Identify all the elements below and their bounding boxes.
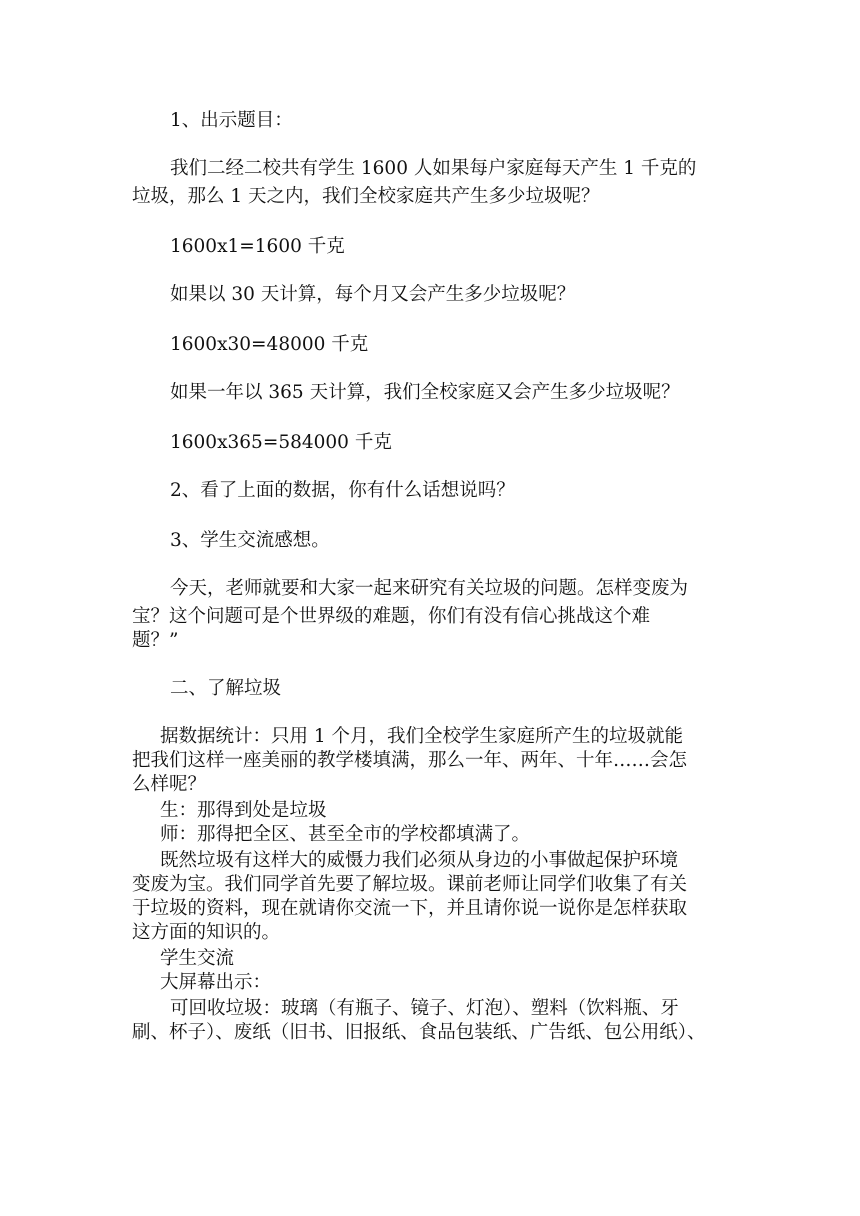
- step-1-heading: 1、出示题目：: [170, 110, 293, 131]
- calc-line-1day: 1600x1=1600 千克: [170, 236, 345, 257]
- teacher-reply: 师：那得把全区、甚至全市的学校都填满了。: [160, 824, 531, 845]
- teacher-paragraph-line: 题？”: [132, 630, 179, 651]
- calc-line-365days: 1600x365=584000 千克: [170, 432, 392, 453]
- statistics-paragraph-line: 把我们这样一座美丽的教学楼填满，那么一年、两年、十年……会怎: [132, 750, 688, 771]
- problem-paragraph-line: 我们二经二校共有学生 1600 人如果每户家庭每天产生 1 千克的: [170, 158, 697, 179]
- awareness-paragraph-line: 这方面的知识的。: [132, 922, 281, 943]
- question-365-days: 如果一年以 365 天计算，我们全校家庭又会产生多少垃圾呢？: [170, 382, 680, 403]
- calc-line-30days: 1600x30=48000 千克: [170, 334, 369, 355]
- awareness-paragraph-line: 变废为宝。我们同学首先要了解垃圾。课前老师让同学们收集了有关: [132, 874, 688, 895]
- teacher-paragraph-line: 今天，老师就要和大家一起来研究有关垃圾的问题。怎样变废为: [170, 578, 689, 599]
- step-3-heading: 3、学生交流感想。: [170, 530, 330, 551]
- question-30-days: 如果以 30 天计算，每个月又会产生多少垃圾呢？: [170, 284, 576, 305]
- recyclable-paragraph-line: 可回收垃圾：玻璃（有瓶子、镜子、灯泡）、塑料（饮料瓶、牙: [170, 998, 679, 1019]
- step-2-heading: 2、看了上面的数据，你有什么话想说吗？: [170, 480, 515, 501]
- big-screen-label: 大屏幕出示：: [160, 972, 272, 993]
- teacher-paragraph-line: 宝？这个问题可是个世界级的难题，你们有没有信心挑战这个难: [132, 606, 651, 627]
- awareness-paragraph-line: 既然垃圾有这样大的威慑力我们必须从身边的小事做起保护环境: [160, 850, 679, 871]
- statistics-paragraph-line: 据数据统计：只用 1 个月，我们全校学生家庭所产生的垃圾就能: [160, 726, 684, 747]
- recyclable-paragraph-line: 刷、杯子）、废纸（旧书、旧报纸、食品包装纸、广告纸、包公用纸）、: [132, 1022, 706, 1043]
- awareness-paragraph-line: 于垃圾的资料，现在就请你交流一下，并且请你说一说你是怎样获取: [132, 898, 688, 919]
- problem-paragraph-line: 垃圾，那么 1 天之内，我们全校家庭共产生多少垃圾呢？: [132, 186, 600, 207]
- statistics-paragraph-line: 么样呢？: [132, 774, 207, 795]
- student-reply: 生：那得到处是垃圾: [160, 800, 327, 821]
- section-2-heading: 二、了解垃圾: [170, 678, 282, 699]
- student-exchange-label: 学生交流: [160, 948, 235, 969]
